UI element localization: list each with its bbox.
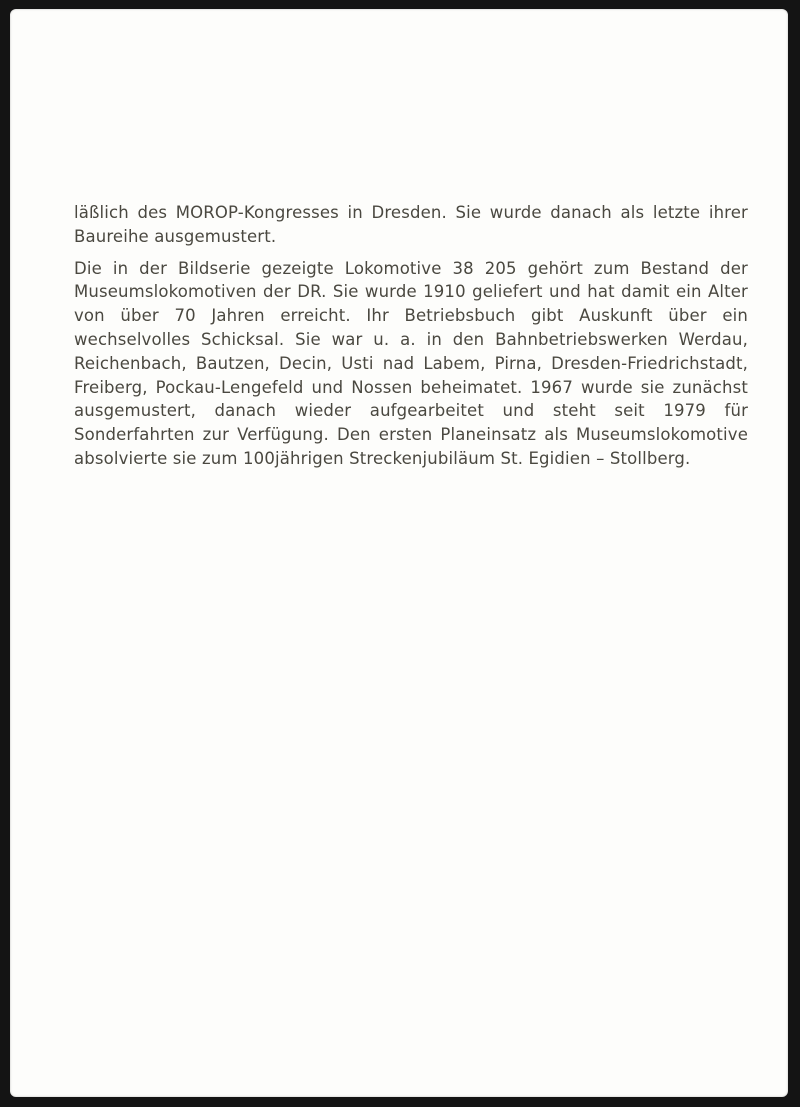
description-text [74, 201, 748, 471]
paragraph-continuation: läßlich des MOROP-Kongresses in Dresden. Sie wurde danach als letzte ihrer Baureihe ausgemustert. [74, 203, 748, 246]
paragraph-locomotive-history: Die in der Bildserie gezeigte Lokomotive 38 205 gehört zum Bestand der Museumslokomotiven der DR. Sie wurde 1910 geliefert und hat damit ein Alter von über 70 Jahren erreicht. Ihr Betriebsbuch gibt Auskunft über ein wechselvolles Schicksal. Sie war u. a. in den Bahnbetriebswerken Werdau, Reichenbach, Bautzen, Decin, Usti nad Labem, Pirna, Dresden-Friedrichstadt, Freiberg, Pockau-Lengefeld und Nossen beheimatet. 1967 wurde sie zunächst ausgemustert, danach wieder aufgearbeitet und steht seit 1979 für Sonderfahrten zur Verfügung. Den ersten Planeinsatz als Museumslokomotive absolvierte sie zum 100jährigen Streckenjubiläum St. Egidien – Stollberg. [74, 258, 748, 468]
postcard-back [10, 9, 788, 1097]
